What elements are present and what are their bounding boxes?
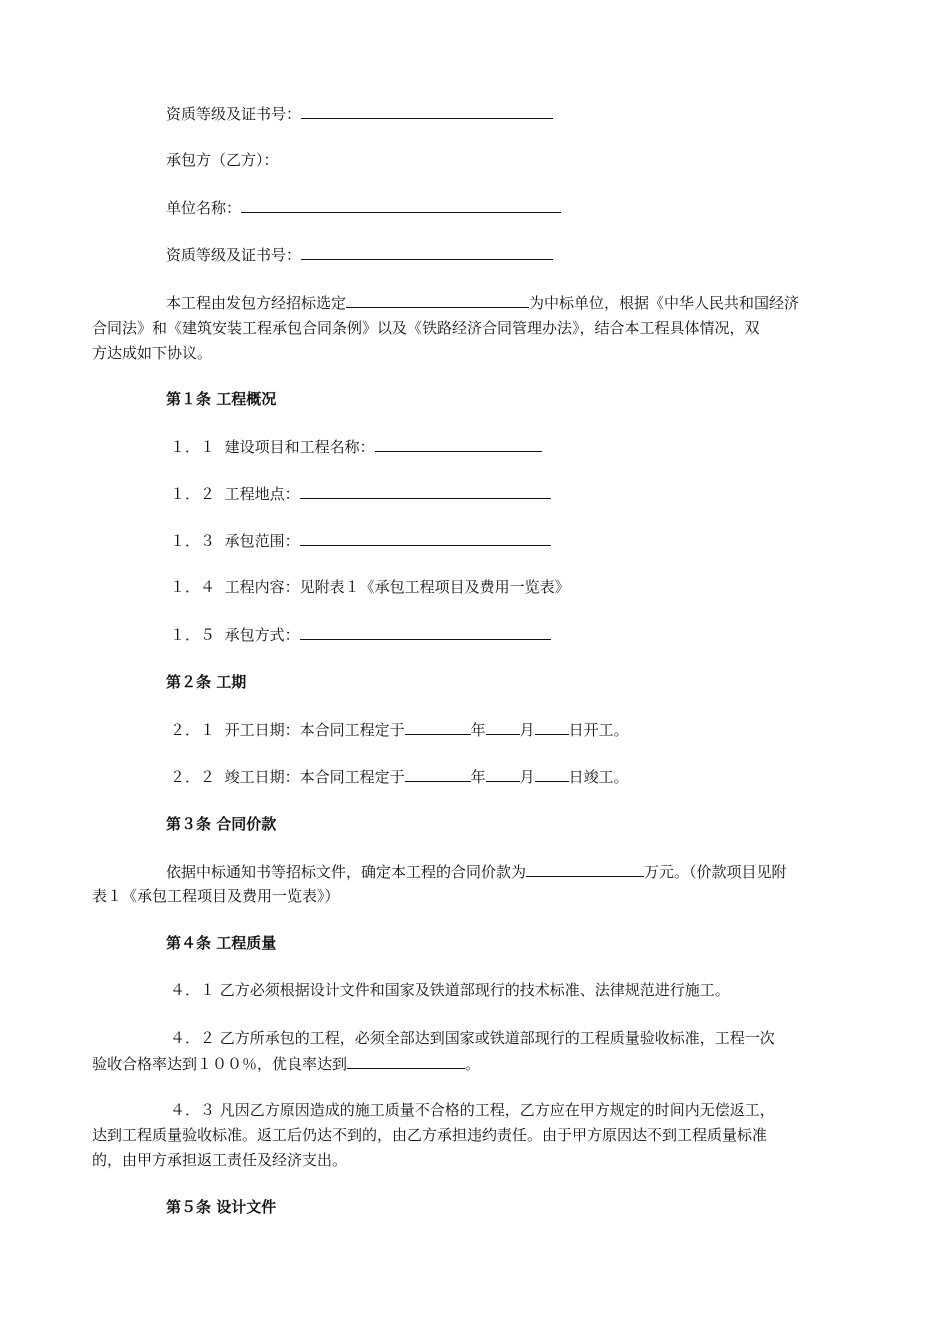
excellent-rate-blank[interactable] <box>347 1054 465 1069</box>
party-b-cert-row <box>166 245 553 263</box>
article-1-item-3 <box>170 531 551 549</box>
contract-method-blank[interactable] <box>300 625 551 640</box>
quality-rate-end: 。 <box>465 1055 481 1073</box>
finish-day-blank[interactable] <box>535 767 569 782</box>
article-2-title: 第２条 工期 <box>166 673 247 691</box>
item-text: 承包方式： <box>224 626 300 644</box>
item-number: １．３ <box>170 532 216 550</box>
contract-scope-blank[interactable] <box>300 531 551 546</box>
intro-text-b: 为中标单位，根据《中华人民共和国经济 <box>529 294 800 312</box>
winner-blank[interactable] <box>346 293 529 308</box>
price-text-b: 万元。（价款项目见附 <box>644 863 787 881</box>
article-1-item-1 <box>170 437 542 455</box>
contract-price-blank[interactable] <box>526 862 644 877</box>
project-location-blank[interactable] <box>300 484 551 499</box>
party-b-title: 承包方（乙方）： <box>166 151 279 169</box>
month-label: 月 <box>519 768 535 786</box>
item-text: 工程地点： <box>224 485 300 503</box>
unit-name-row <box>166 198 561 216</box>
party-a-cert-blank[interactable] <box>301 104 553 119</box>
article-3-line-1 <box>166 862 787 880</box>
item-number: ２．１ <box>170 721 216 739</box>
article-3-line-2: 表１《承包工程项目及费用一览表》） <box>92 887 340 905</box>
finish-month-blank[interactable] <box>486 767 520 782</box>
unit-name-blank[interactable] <box>241 198 561 213</box>
item-text: 承包范围： <box>224 532 300 550</box>
article-4-item-1: ４．１ 乙方必须根据设计文件和国家及铁道部现行的技术标准、法律规范进行施工。 <box>170 981 730 999</box>
year-label: 年 <box>470 721 486 739</box>
party-a-cert-row <box>166 104 553 122</box>
article-4-item-3-line-1: ４．３ 凡因乙方原因造成的施工质量不合格的工程，乙方应在甲方规定的时间内无偿返工， <box>170 1101 775 1119</box>
quality-rate-text: 验收合格率达到１００％，优良率达到 <box>92 1055 348 1073</box>
article-2-item-2 <box>170 767 629 785</box>
item-text: 建设项目和工程名称： <box>224 438 375 456</box>
article-1-item-5 <box>170 625 551 643</box>
finish-suffix: 日竣工。 <box>568 768 629 786</box>
finish-date-label: 竣工日期：本合同工程定于 <box>224 768 405 786</box>
start-month-blank[interactable] <box>486 720 520 735</box>
article-4-item-2-line-2 <box>92 1054 480 1072</box>
intro-line-2: 合同法》和《建筑安装工程承包合同条例》以及《铁路经济合同管理办法》，结合本工程具体情况，双 <box>92 319 760 337</box>
item-text: 工程内容：见附表１《承包工程项目及费用一览表》 <box>224 578 570 596</box>
item-number: １．５ <box>170 626 216 644</box>
article-4-item-3-line-2: 达到工程质量验收标准。返工后仍达不到的，由乙方承担违约责任。由于甲方原因达不到工程质量标准 <box>92 1126 768 1144</box>
start-day-blank[interactable] <box>535 720 569 735</box>
article-1-title: 第１条 工程概况 <box>166 390 277 408</box>
price-text-a: 依据中标通知书等招标文件，确定本工程的合同价款为 <box>166 863 527 881</box>
month-label: 月 <box>519 721 535 739</box>
intro-line-1 <box>166 293 799 311</box>
party-a-cert-label: 资质等级及证书号： <box>166 105 302 123</box>
article-4-item-3-line-3: 的，由甲方承担返工责任及经济支出。 <box>92 1151 348 1169</box>
article-4-item-2-line-1: ４．２ 乙方所承包的工程，必须全部达到国家或铁道部现行的工程质量验收标准，工程一次 <box>170 1029 775 1047</box>
article-4-title: 第４条 工程质量 <box>166 934 277 952</box>
project-name-blank[interactable] <box>375 437 542 452</box>
year-label: 年 <box>470 768 486 786</box>
start-year-blank[interactable] <box>405 720 471 735</box>
party-b-cert-blank[interactable] <box>301 245 553 260</box>
intro-text-a: 本工程由发包方经招标选定 <box>166 294 347 312</box>
article-1-item-4 <box>170 578 570 596</box>
item-number: １．２ <box>170 485 216 503</box>
start-date-label: 开工日期：本合同工程定于 <box>224 721 405 739</box>
article-5-title: 第５条 设计文件 <box>166 1198 277 1216</box>
unit-name-label: 单位名称： <box>166 199 242 217</box>
start-suffix: 日开工。 <box>568 721 629 739</box>
item-number: １．４ <box>170 578 216 596</box>
article-2-item-1 <box>170 720 629 738</box>
item-number: ２．２ <box>170 768 216 786</box>
intro-line-3: 方达成如下协议。 <box>92 344 213 362</box>
article-3-title: 第３条 合同价款 <box>166 815 277 833</box>
article-1-item-2 <box>170 484 551 502</box>
finish-year-blank[interactable] <box>405 767 471 782</box>
party-b-cert-label: 资质等级及证书号： <box>166 246 302 264</box>
item-number: １．１ <box>170 438 216 456</box>
